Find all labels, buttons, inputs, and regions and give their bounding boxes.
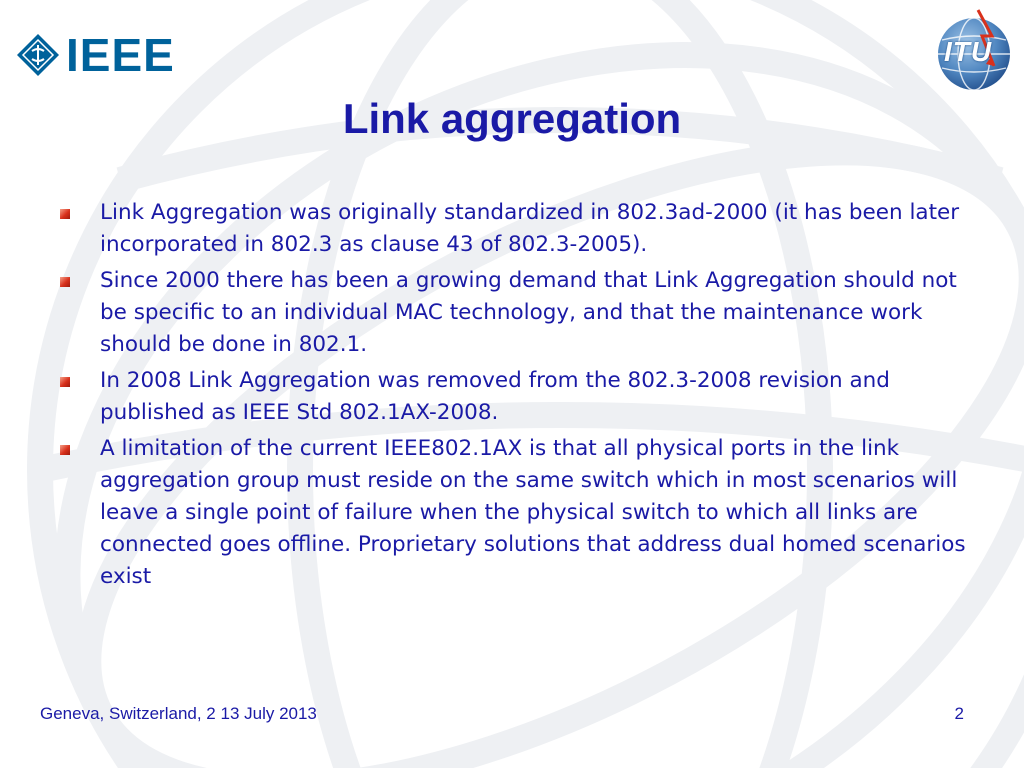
- slide-title: Link aggregation: [342, 95, 682, 142]
- bullet-square-icon: [60, 277, 70, 287]
- footer-location-date: Geneva, Switzerland, 2 13 July 2013: [40, 704, 317, 723]
- bullet-item: [60, 265, 980, 361]
- bullet-square-icon: [60, 377, 70, 387]
- bullet-list: [60, 197, 980, 597]
- bullet-text: In 2008 Link Aggregation was removed from the 802.3-2008 revision and published as IEEE Std 802.1AX-2008.: [100, 368, 890, 425]
- ieee-diamond-icon: [16, 33, 60, 77]
- bullet-square-icon: [60, 445, 70, 455]
- itu-logo: [932, 6, 1018, 96]
- ieee-logo-text: IEEE: [66, 29, 175, 81]
- bullet-text: Link Aggregation was originally standardized in 802.3ad-2000 (it has been later incorporated in 802.3 as clause 43 of 802.3-2005).: [100, 200, 960, 257]
- itu-logo-text: ITU: [944, 36, 993, 67]
- bullet-text: Since 2000 there has been a growing demand that Link Aggregation should not be specific to an individual MAC technology, and that the maintenance work should be done in 802.1.: [100, 268, 957, 357]
- bullet-square-icon: [60, 209, 70, 219]
- page-number: 2: [954, 704, 964, 723]
- bullet-text: A limitation of the current IEEE802.1AX is that all physical ports in the link aggregation group must reside on the same switch which in most scenarios will leave a single point of failure when the physical switch to which all links are connected goes offline. Proprietary solutions that address dual homed scenarios exist: [100, 436, 966, 589]
- bullet-item: [60, 197, 980, 261]
- ieee-logo: [16, 30, 175, 80]
- bullet-item: [60, 433, 980, 593]
- bullet-item: [60, 365, 980, 429]
